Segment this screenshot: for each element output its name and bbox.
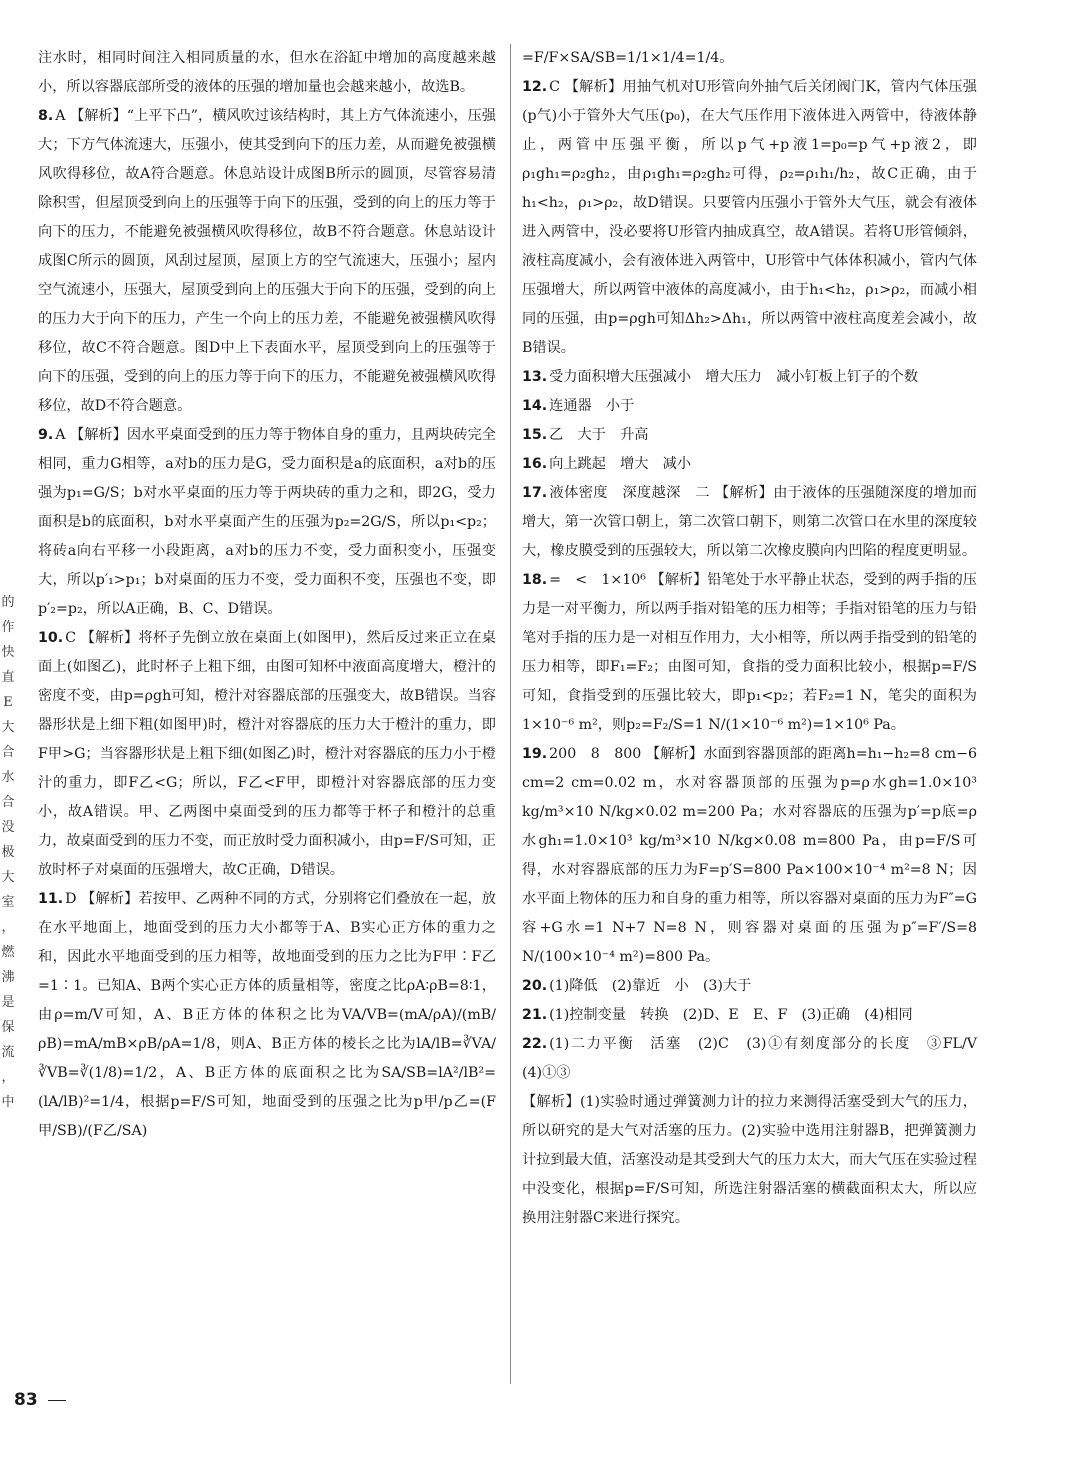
edge-char: 水 xyxy=(1,770,15,785)
answer-19: 19. 200 8 800 【解析】水面到容器顶部的距离h=h₁−h₂=8 cm−6 cm=2 cm=0.02 m，水对容器顶部的压强为p=ρ水gh=1.0×10³ kg/m³×10 N/kg×0.02 m=200 Pa；水对容器底的压强为p′=p底=ρ水gh₁=1.0×10³ kg/m³×10 N/kg×0.08 m=800 Pa，由p=F/S可得，水对容器底部的压力为F=p′S=800 Pa×100×10⁻⁴ m²=8 N；因水平面上物体的压力和自身的重力相等，所以容器对桌面的压力为F″=G容+G水=1 N+7 N=8 N，则容器对桌面的压强为p″=F′/S=8 N/(100×10⁻⁴ m²)=800 Pa。 xyxy=(522,746,977,965)
answer-22-analysis: 【解析】(1)实验时通过弹簧测力计的拉力来测得活塞受到大气的压力，所以研究的是大气对活塞的压力。(2)实验中选用注射器B，把弹簧测力计拉到最大值，活塞没动是其受到大气的压力太大，而大气压在实验过程中没变化，根据p=F/S可知，所选注射器活塞的横截面积太大，所以应换用注射器C来进行探究。 xyxy=(522,1094,977,1226)
answer-14: 14. 连通器 小于 xyxy=(522,398,635,414)
edge-char: 没 xyxy=(1,820,15,835)
column-divider xyxy=(510,44,511,1384)
edge-char: 直 xyxy=(1,670,15,685)
answer-8: 8. A 【解析】“上平下凸”，横风吹过该结构时，其上方气体流速小，压强大；下方气体流速大，压强小，使其受到向下的压力差，从而避免被强横风吹得移位，故A符合题意。休息站设计成图B所示的圆顶，尽管容易清除积雪，但屋顶受到向上的压强等于向下的压强，受到的向上的压力等于向下的压力，不能避免被强横风吹得移位，故B不符合题意。休息站设计成图C所示的圆顶，风刮过屋顶，屋顶上方的空气流速大，压强小；屋内空气流速小，压强大，屋顶受到向上的压强大于向下的压强，受到的向上的压力大于向下的压力，产生一个向上的压力差，不能避免被强横风吹得移位，故C不符合题意。图D中上下表面水平，屋顶受到向上的压强等于向下的压强，受到的向上的压力等于向下的压力，不能避免被强横风吹得移位，故D不符合题意。 xyxy=(38,108,496,414)
answer-10: 10. C 【解析】将杯子先倒立放在桌面上(如图甲)，然后反过来正立在桌面上(如图乙)，此时杯子上粗下细，由图可知杯中液面高度增大，橙汁的密度不变，由p=ρgh可知，橙汁对容器底部的压强变大，故B错误。当容器形状是上细下粗(如图甲)时，橙汁对容器底的压力大于橙汁的重力，即F甲>G；当容器形状是上粗下细(如图乙)时，橙汁对容器底的压力小于橙汁的重力，即F乙<G；所以，F乙<F甲，即橙汁对容器底部的压力变小，故A错误。甲、乙两图中桌面受到的压力都等于杯子和橙汁的总重力，故桌面受到的压力不变，而正放时受力面积减小，由p=F/S可知，正放时杯子对桌面的压强增大，故C正确，D错误。 xyxy=(38,630,496,878)
answer-11: 11. D 【解析】若按甲、乙两种不同的方式，分别将它们叠放在一起，放在水平地面上，地面受到的压力大小都等于A、B实心正方体的重力之和，因此水平地面受到的压力相等，故地面受到的压力之比为F甲∶F乙=1∶1。已知A、B两个实心正方体的质量相等，密度之比ρA∶ρB=8∶1，由ρ=m/V可知，A、B正方体的体积之比为VA/VB=(mA/ρA)/(mB/ρB)=mA/mB×ρB/ρA=1/8，则A、B正方体的棱长之比为lA/lB=∛VA/∛VB=∛(1/8)=1/2，A、B正方体的底面积之比为SA/SB=lA²/lB²=(lA/lB)²=1/4，根据p=F/S可知，地面受到的压强之比为p甲/p乙=(F甲/SB)/(F乙/SA) xyxy=(38,891,496,1139)
edge-char: 的 xyxy=(1,595,15,610)
answer-22: 22. (1)二力平衡 活塞 (2)C (3)①有刻度部分的长度 ③FL/V (4)①③ xyxy=(522,1036,992,1081)
edge-char: 沸 xyxy=(1,970,15,985)
edge-char: 合 xyxy=(1,745,15,760)
answer-11-continued: =F/F×SA/SB=1/1×1/4=1/4。 xyxy=(522,50,734,66)
left-column xyxy=(38,44,496,1146)
answer-17: 17. 液体密度 深度越深 二 【解析】由于液体的压强随深度的增加而增大，第一次管口朝上，第二次管口朝下，则第二次管口在水里的深度较大，橡皮膜受到的压强较大，所以第二次橡皮膜向内凹陷的程度更明显。 xyxy=(522,485,977,559)
edge-char: 燃 xyxy=(1,945,15,960)
answer-cont: 注水时，相同时间注入相同质量的水，但水在浴缸中增加的高度越来越小，所以容器底部所受的液体的压强的增加量也会越来越小，故选B。 xyxy=(38,50,496,95)
right-column xyxy=(522,44,992,1233)
edge-char: 是 xyxy=(1,995,15,1010)
edge-char: E xyxy=(3,695,13,710)
edge-char: 大 xyxy=(1,870,15,885)
edge-char: ， xyxy=(1,1070,15,1085)
edge-char: 作 xyxy=(1,620,15,635)
left-margin-bleed xyxy=(0,590,16,1115)
answer-12: 12. C 【解析】用抽气机对U形管向外抽气后关闭阀门K，管内气体压强(p气)小于管外大气压(p₀)，在大气压作用下液体进入两管中，待液体静止，两管中压强平衡，所以p气+p液1=p₀=p气+p液2，即ρ₁gh₁=ρ₂gh₂，由ρ₁gh₁=ρ₂gh₂可得，ρ₂=ρ₁h₁/h₂，故C正确，由于h₁<h₂，ρ₁>ρ₂，故D错误。只要管内压强小于管外大气压，就会有液体进入两管中，没必要将U形管内抽成真空，故A错误。若将U形管倾斜，液柱高度减小，会有液体进入两管中，U形管中气体体积减小，管内气体压强增大，所以两管中液体的高度减小，由于h₁<h₂，ρ₁>ρ₂，而减小相同的压强，由p=ρgh可知Δh₂>Δh₁，所以两管中液柱高度差会减小，故B错误。 xyxy=(522,79,977,356)
answer-18: 18. = < 1×10⁶ 【解析】铅笔处于水平静止状态，受到的两手指的压力是一对平衡力，所以两手指对铅笔的压力相等；手指对铅笔的压力与铅笔对手指的压力是一对相互作用力，大小相等，所以两手指受到的铅笔的压力相等，即F₁=F₂；由图可知，食指的受力面积比较小，根据p=F/S可知，食指受到的压强比较大，即p₁<p₂；若F₂=1 N，笔尖的面积为1×10⁻⁶ m²，则p₂=F₂/S=1 N/(1×10⁻⁶ m²)=1×10⁶ Pa。 xyxy=(522,572,977,733)
edge-char: ， xyxy=(1,920,15,935)
answer-15: 15. 乙 大于 升高 xyxy=(522,427,649,443)
answer-9: 9. A 【解析】因水平桌面受到的压力等于物体自身的重力，且两块砖完全相同，重力G相等，a对b的压力是G，受力面积是a的底面积，a对b的压强为p₁=G/S；b对水平桌面的压力等于两块砖的重力之和，即2G，受力面积是b的底面积，b对水平桌面产生的压强为p₂=2G/S，所以p₁<p₂；将砖a向右平移一小段距离，a对b的压力不变，受力面积变小，压强变大，所以p′₁>p₁；b对桌面的压力不变，受力面积不变，压强也不变，即p′₂=p₂，所以A正确，B、C、D错误。 xyxy=(38,427,496,617)
edge-char: 合 xyxy=(1,795,15,810)
answer-20: 20. (1)降低 (2)靠近 小 (3)大于 xyxy=(522,978,752,994)
edge-char: 快 xyxy=(1,645,15,660)
edge-char: 大 xyxy=(1,720,15,735)
answer-21: 21. (1)控制变量 转换 (2)D、E E、F (3)正确 (4)相同 xyxy=(522,1007,913,1023)
answer-16: 16. 向上跳起 增大 减小 xyxy=(522,456,692,472)
edge-char: 保 xyxy=(1,1020,15,1035)
page-number: 83 xyxy=(14,1390,66,1410)
edge-char: 流 xyxy=(1,1045,15,1060)
edge-char: 中 xyxy=(1,1095,15,1110)
answer-13: 13. 受力面积增大压强减小 增大压力 减小钉板上钉子的个数 xyxy=(522,369,919,385)
edge-char: 极 xyxy=(1,845,15,860)
edge-char: 室 xyxy=(1,895,15,910)
